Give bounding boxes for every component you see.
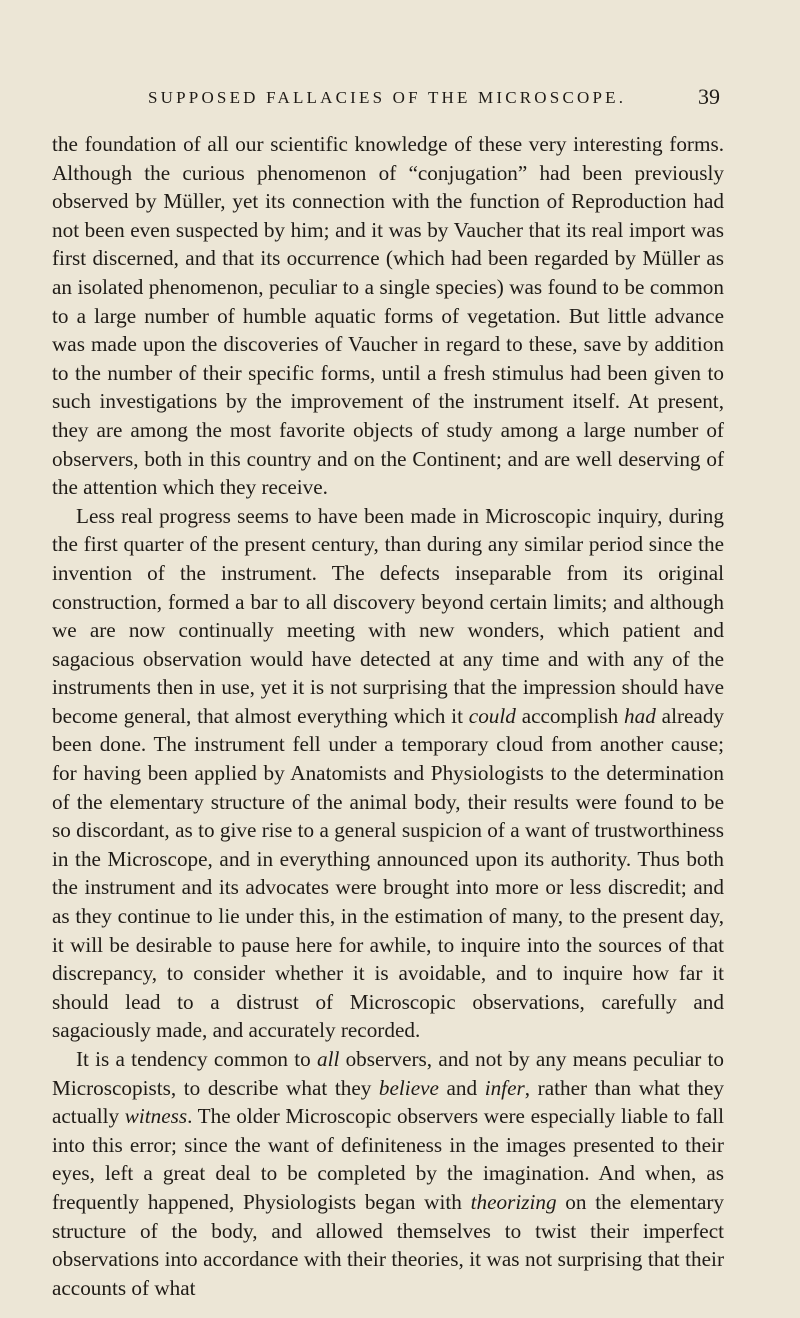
text-segment: Less real progress seems to have been made in Microscopic inquiry, during the first quarter of the present century, than during any similar period since the invention of the instrument. The defects inseparable from its original construction, formed a bar to all discovery beyond certain limits; and although we are now continually meeting with new wonders, which patient and sagacious observation would have detected at any time and with any of the instruments then in use, yet it is not surprising that the impression should have become general, that almost everything which it: [52, 503, 724, 728]
running-title: SUPPOSED FALLACIES OF THE MICROSCOPE.: [148, 88, 627, 107]
paragraph-1: [52, 130, 724, 502]
text-segment: , rather than what they actually: [52, 1075, 724, 1129]
text-segment: It is a tendency common to: [76, 1047, 317, 1071]
paragraph-3: [52, 1045, 724, 1302]
text-segment: and: [438, 1075, 485, 1100]
italic-emphasis: believe: [378, 1075, 439, 1100]
text-segment: . The older Microscopic observers were especially liable to fall into this error; since the want of definiteness in the images presented to their eyes, left a great deal to be completed by the imagination. And when, as frequently happened, Physiologists began with: [52, 1104, 724, 1214]
italic-emphasis: theorizing: [470, 1189, 557, 1214]
italic-emphasis: all: [316, 1047, 340, 1071]
paragraph-2: [52, 502, 724, 1045]
italic-emphasis: could: [468, 703, 516, 728]
text-segment: on the elementary structure of the body, and allowed themselves to twist their imperfect observations into accordance with their theories, it was not surprising that their accounts of what: [52, 1189, 724, 1300]
body-text: [52, 130, 724, 1302]
italic-emphasis: witness: [124, 1104, 188, 1129]
italic-emphasis: infer: [484, 1075, 525, 1100]
italic-emphasis: had: [624, 703, 656, 728]
running-header: [0, 84, 800, 116]
page-number: 39: [698, 84, 720, 109]
text-segment: the foundation of all our scientific knowledge of these very interesting forms. Although the curious phenomenon of “conjugation” had been previously observed by Müller, yet its connection with the function of Reproduction had not been even suspected by him; and it was by Vaucher that its real import was first discerned, and that its occurrence (which had been regarded by Müller as an isolated phenomenon, peculiar to a single species) was found to be common to a large number of humble aquatic forms of vegetation. But little advance was made upon the discoveries of Vaucher in regard to these, save by addition to the number of their specific forms, until a fresh stimulus had been given to such investigations by the improvement of the instrument itself. At present, they are among the most favorite objects of study among a large number of observers, both in this country and on the Continent; and are well deserving of the attention which they receive.: [52, 132, 724, 500]
text-segment: already been done. The instrument fell under a temporary cloud from another cause; for having been applied by Anatomists and Physiologists to the determination of the elementary structure of the animal body, their results were found to be so discordant, as to give rise to a general suspicion of a want of trustworthiness in the Microscope, and in everything announced upon its authority. Thus both the instrument and its advocates were brought into more or less discredit; and as they continue to lie under this, in the estimation of many, to the present day, it will be desirable to pause here for awhile, to inquire into the sources of that discrepancy, to consider whether it is avoidable, and to inquire how far it should lead to a distrust of Microscopic observations, carefully and sagaciously made, and accurately recorded.: [52, 703, 725, 1043]
text-segment: accomplish: [515, 703, 625, 728]
text-segment: observers, and not by any means peculiar to Microscopists, to describe what they: [52, 1047, 724, 1100]
